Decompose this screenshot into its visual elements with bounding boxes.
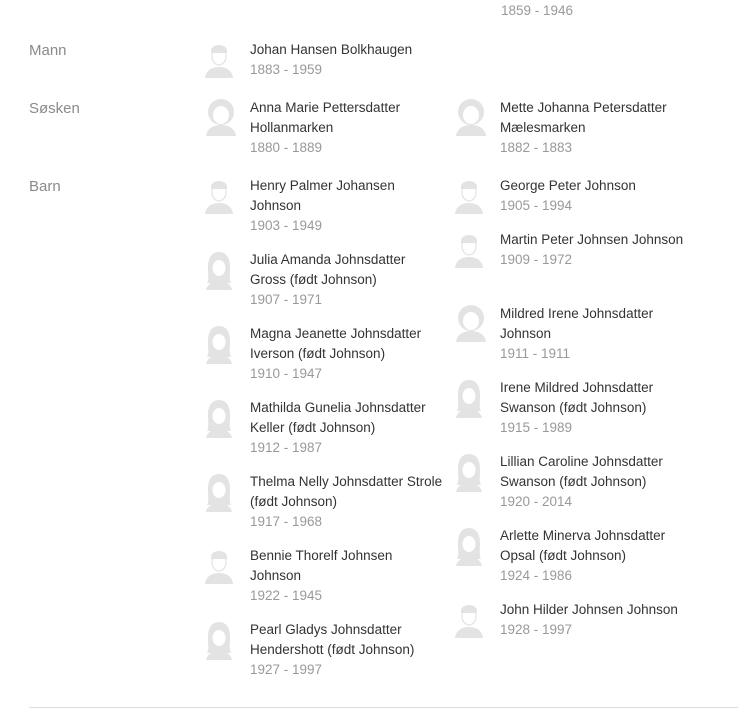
person-lifespan: 1903 - 1949 bbox=[250, 218, 323, 233]
female-avatar-icon bbox=[204, 398, 238, 438]
person-name[interactable] bbox=[250, 250, 445, 310]
female-avatar-icon bbox=[204, 324, 238, 364]
female-avatar-icon bbox=[454, 526, 488, 566]
person-name-text[interactable]: Bennie Thorelf Johnsen Johnson bbox=[250, 548, 393, 583]
male-avatar-icon bbox=[204, 40, 238, 80]
person-name-text[interactable]: Magna Jeanette Johnsdatter Iverson (født Johnson) bbox=[250, 326, 422, 361]
male-avatar-icon bbox=[454, 230, 488, 270]
person-lifespan: 1915 - 1989 bbox=[500, 420, 573, 435]
person-name[interactable] bbox=[250, 98, 445, 158]
section-label-siblings: Søsken bbox=[29, 100, 80, 117]
male-avatar-icon bbox=[204, 176, 238, 216]
person-name[interactable] bbox=[250, 398, 445, 458]
person-name-text[interactable]: George Peter Johnson bbox=[500, 178, 636, 193]
person-name-text[interactable]: Martin Peter Johnsen Johnson bbox=[500, 232, 684, 247]
person-lifespan: 1880 - 1889 bbox=[250, 140, 323, 155]
person-name-text[interactable]: Julia Amanda Johnsdatter Gross (født Johnson) bbox=[250, 252, 406, 287]
person-lifespan: 1882 - 1883 bbox=[500, 140, 573, 155]
person-lifespan: 1905 - 1994 bbox=[500, 198, 573, 213]
person-lifespan: 1907 - 1971 bbox=[250, 292, 323, 307]
person-name[interactable] bbox=[250, 546, 445, 606]
person-name[interactable] bbox=[500, 452, 695, 512]
male-avatar-icon bbox=[454, 600, 488, 640]
male-avatar-icon bbox=[204, 546, 238, 586]
person-lifespan: 1922 - 1945 bbox=[250, 588, 323, 603]
person-lifespan: 1920 - 2014 bbox=[500, 494, 573, 509]
person-name[interactable] bbox=[500, 600, 695, 640]
person-lifespan: 1928 - 1997 bbox=[500, 622, 573, 637]
person-name-text[interactable]: Anna Marie Pettersdatter Hollanmarken bbox=[250, 100, 401, 135]
person-name[interactable] bbox=[250, 40, 445, 80]
person-name-text[interactable]: Pearl Gladys Johnsdatter Hendershott (født Johnson) bbox=[250, 622, 415, 657]
divider bbox=[29, 707, 738, 708]
unknown-avatar-icon bbox=[204, 98, 238, 138]
person-name-text[interactable]: Arlette Minerva Johnsdatter Opsal (født Johnson) bbox=[500, 528, 666, 563]
person-name-text[interactable]: Mathilda Gunelia Johnsdatter Keller (født Johnson) bbox=[250, 400, 426, 435]
person-name-text[interactable]: John Hilder Johnsen Johnson bbox=[500, 602, 678, 617]
female-avatar-icon bbox=[454, 378, 488, 418]
person-name[interactable] bbox=[250, 176, 445, 236]
person-lifespan: 1910 - 1947 bbox=[250, 366, 323, 381]
person-lifespan: 1883 - 1959 bbox=[250, 62, 323, 77]
section-label-spouse: Mann bbox=[29, 42, 67, 59]
female-avatar-icon bbox=[454, 452, 488, 492]
person-name-text[interactable]: Lillian Caroline Johnsdatter Swanson (født Johnson) bbox=[500, 454, 663, 489]
person-name[interactable] bbox=[500, 176, 695, 216]
person-lifespan: 1917 - 1968 bbox=[250, 514, 323, 529]
person-name[interactable] bbox=[250, 620, 445, 680]
person-name[interactable] bbox=[250, 472, 445, 532]
person-name[interactable] bbox=[500, 304, 695, 364]
person-lifespan: 1909 - 1972 bbox=[500, 252, 573, 267]
person-lifespan: 1912 - 1987 bbox=[250, 440, 323, 455]
person-name-text[interactable]: Irene Mildred Johnsdatter Swanson (født Johnson) bbox=[500, 380, 654, 415]
person-lifespan: 1911 - 1911 bbox=[500, 346, 571, 361]
unknown-avatar-icon bbox=[454, 98, 488, 138]
person-name-text[interactable]: Mildred Irene Johnsdatter Johnson bbox=[500, 306, 654, 341]
female-avatar-icon bbox=[204, 620, 238, 660]
female-avatar-icon bbox=[204, 472, 238, 512]
person-name[interactable] bbox=[500, 98, 695, 158]
person-name-text[interactable]: Johan Hansen Bolkhaugen bbox=[250, 42, 413, 57]
person-name[interactable] bbox=[250, 324, 445, 384]
person-lifespan: 1924 - 1986 bbox=[500, 568, 573, 583]
person-name-text[interactable]: Mette Johanna Petersdatter Mælesmarken bbox=[500, 100, 667, 135]
male-avatar-icon bbox=[454, 176, 488, 216]
person-name[interactable] bbox=[500, 230, 695, 270]
section-label-children: Barn bbox=[29, 178, 61, 195]
unknown-avatar-icon bbox=[454, 304, 488, 344]
person-name-text[interactable]: Henry Palmer Johansen Johnson bbox=[250, 178, 395, 213]
person-name[interactable] bbox=[500, 526, 695, 586]
person-name-text[interactable]: Thelma Nelly Johnsdatter Strole (født Johnson) bbox=[250, 474, 443, 509]
female-avatar-icon bbox=[204, 250, 238, 290]
previous-person-years: 1859 - 1946 bbox=[501, 3, 574, 18]
person-lifespan: 1927 - 1997 bbox=[250, 662, 323, 677]
person-name[interactable] bbox=[500, 378, 695, 438]
